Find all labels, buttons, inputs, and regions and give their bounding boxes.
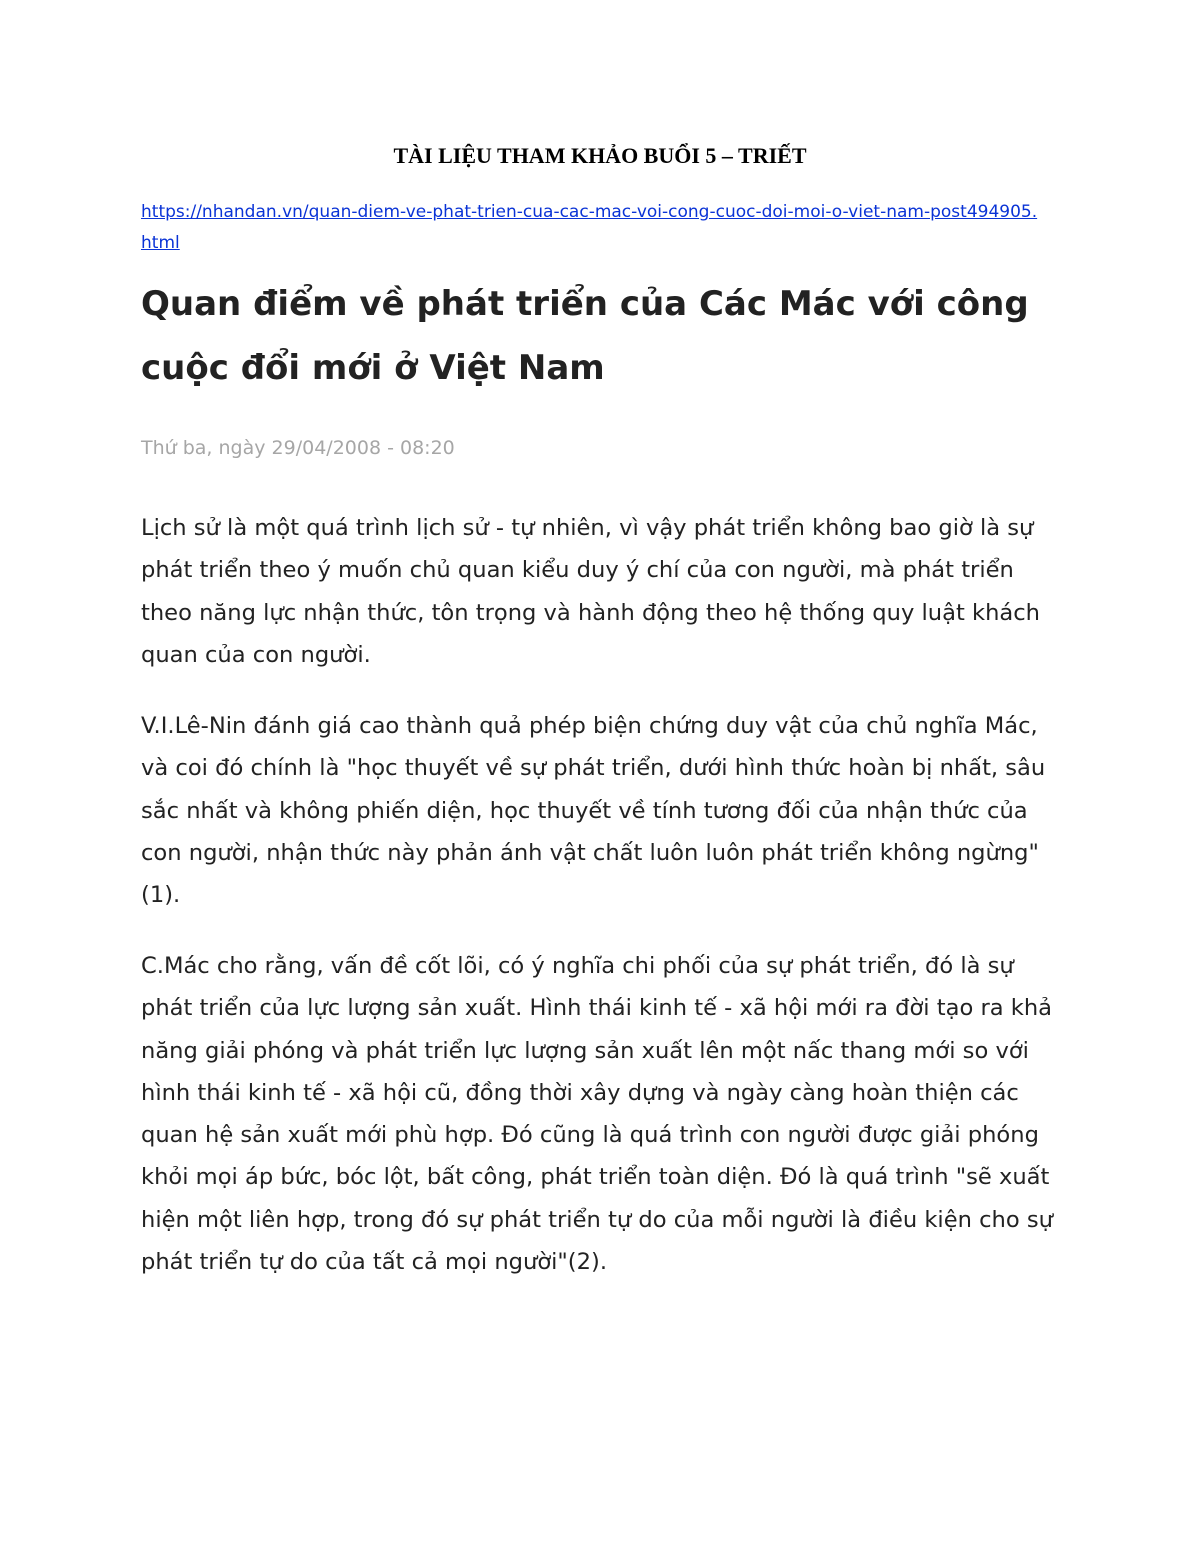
article-paragraph: V.I.Lê-Nin đánh giá cao thành quả phép biện chứng duy vật của chủ nghĩa Mác, và coi đó chính là "học thuyết về sự phát triển, dưới hình thức hoàn bị nhất, sâu sắc nhất và không phiến diện, học thuyết về tính tương đối của nhận thức của con người, nhận thức này phản ánh vật chất luôn luôn phát triển không ngừng"(1).	[141, 713, 1046, 909]
article-title: Quan điểm về phát triển của Các Mác với công cuộc đổi mới ở Việt Nam	[141, 284, 1029, 388]
article-paragraph: C.Mác cho rằng, vấn đề cốt lõi, có ý nghĩa chi phối của sự phát triển, đó là sự phát triển của lực lượng sản xuất. Hình thái kinh tế - xã hội mới ra đời tạo ra khả năng giải phóng và phát triển lực lượng sản xuất lên một nấc thang mới so với hình thái kinh tế - xã hội cũ, đồng thời xây dựng và ngày càng hoàn thiện các quan hệ sản xuất mới phù hợp. Đó cũng là quá trình con người được giải phóng khỏi mọi áp bức, bóc lột, bất công, phát triển toàn diện. Đó là quá trình "sẽ xuất hiện một liên hợp, trong đó sự phát triển tự do của mỗi người là điều kiện cho sự phát triển tự do của tất cả mọi người"(2).	[141, 953, 1053, 1276]
article-paragraph: Lịch sử là một quá trình lịch sử - tự nhiên, vì vậy phát triển không bao giờ là sự phát triển theo ý muốn chủ quan kiểu duy ý chí của con người, mà phát triển theo năng lực nhận thức, tôn trọng và hành động theo hệ thống quy luật khách quan của con người.	[141, 515, 1040, 668]
article-date: Thứ ba, ngày 29/04/2008 - 08:20	[141, 437, 455, 459]
source-link[interactable]: https://nhandan.vn/quan-diem-ve-phat-trien-cua-cac-mac-voi-cong-cuoc-doi-moi-o-viet-nam-post494905.html	[141, 202, 1038, 253]
document-heading: TÀI LIỆU THAM KHẢO BUỔI 5 – TRIẾT	[393, 143, 807, 168]
